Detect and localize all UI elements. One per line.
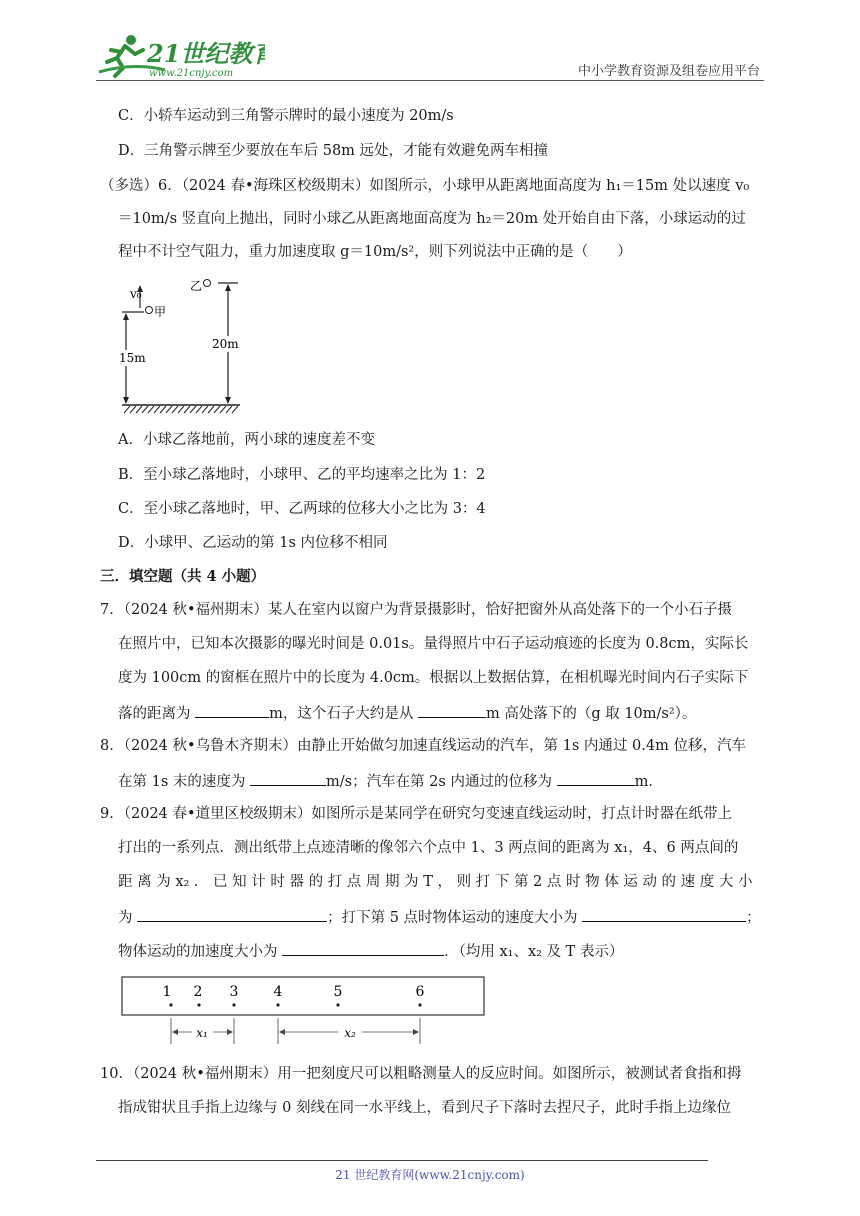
q7-line-4: 落的距离为 m，这个石子大约是从 m 高处落下的（g 取 10m/s²）。	[118, 702, 696, 724]
label-x2: x₂	[344, 1026, 356, 1040]
point-label: 1	[162, 984, 172, 1000]
label-yi: 乙	[190, 279, 203, 293]
tape-dot	[232, 1003, 235, 1006]
q6-option-b: B．至小球乙落地时，小球甲、乙的平均速率之比为 1：2	[118, 467, 486, 483]
q8-line-1: 8．（2024 秋•乌鲁木齐期末）由静止开始做匀加速直线运动的汽车，第 1s 内通过 0.4m 位移，汽车	[100, 738, 746, 754]
section-heading: 三．填空题（共 4 小题）	[100, 568, 266, 585]
q7-line-3: 度为 100cm 的窗框在照片中的长度为 4.0cm。根据以上数据估算，在相机曝光时间内石子实际下	[118, 670, 749, 686]
answer-blank[interactable]	[137, 906, 327, 922]
q9-line-5: 物体运动的加速度大小为 ．（均用 x₁、x₂ 及 T 表示）	[118, 940, 623, 962]
option-c-prev: C．小轿车运动到三角警示牌时的最小速度为 20m/s	[118, 108, 454, 124]
label-h1: 15m	[119, 351, 146, 365]
point-label: 2	[193, 984, 203, 1000]
runner-logo-icon	[95, 32, 265, 80]
logo	[95, 32, 265, 80]
answer-blank[interactable]	[195, 702, 269, 718]
label-v0: v₀	[130, 287, 142, 301]
ball-yi	[204, 280, 211, 287]
q9-line-3: 距 离 为 x₂ ． 已 知 计 时 器 的 打 点 周 期 为 T ， 则 打 下 第 2 点 时 物 体 运 动 的 速 度 大 小	[118, 874, 753, 890]
answer-blank[interactable]	[557, 770, 635, 786]
header-divider	[96, 80, 764, 81]
label-jia: 甲	[154, 305, 167, 319]
q8-line-2: 在第 1s 末的速度为 m/s；汽车在第 2s 内通过的位移为 m．	[118, 770, 663, 792]
tape-dot	[336, 1003, 339, 1006]
point-label: 3	[229, 984, 239, 1000]
point-label: 4	[273, 984, 283, 1000]
ball-jia	[146, 307, 153, 314]
q6-line-3: 程中不计空气阻力，重力加速度取 g＝10m/s²，则下列说法中正确的是（ ）	[118, 244, 632, 260]
header-platform-text: 中小学教育资源及组卷应用平台	[577, 64, 760, 79]
q7-line-1: 7．（2024 秋•福州期末）某人在室内以窗户为背景摄影时，恰好把窗外从高处落下的一个小石子摄	[100, 602, 733, 618]
footer-divider	[96, 1160, 708, 1161]
q9-line-1: 9．（2024 春•道里区校级期末）如图所示是某同学在研究匀变速直线运动时，打点计时器在纸带上	[100, 806, 733, 822]
answer-blank[interactable]	[282, 940, 444, 956]
point-label: 6	[415, 984, 425, 1000]
tape-dot	[276, 1003, 279, 1006]
figure-q6	[118, 272, 248, 417]
answer-blank[interactable]	[250, 770, 326, 786]
logo-text: 21世纪教育	[147, 39, 265, 68]
q10-line-1: 10．（2024 秋•福州期末）用一把刻度尺可以粗略测量人的反应时间。如图所示，被测试者食指和拇	[100, 1066, 742, 1082]
answer-blank[interactable]	[418, 702, 486, 718]
q6-option-c: C．至小球乙落地时，甲、乙两球的位移大小之比为 3：4	[118, 501, 486, 517]
paper-tape	[122, 977, 484, 1015]
tape-dot	[418, 1003, 421, 1006]
q7-line-2: 在照片中，已知本次摄影的曝光时间是 0.01s。量得照片中石子运动痕迹的长度为 0.8cm，实际长	[118, 636, 749, 652]
footer-text[interactable]: 21 世纪教育网(www.21cnjy.com)	[335, 1168, 525, 1182]
label-h2: 20m	[212, 337, 239, 351]
q6-option-d: D．小球甲、乙运动的第 1s 内位移不相同	[118, 535, 388, 551]
point-label: 5	[333, 984, 343, 1000]
answer-blank[interactable]	[582, 906, 746, 922]
q6-line-2: ＝10m/s 竖直向上抛出，同时小球乙从距离地面高度为 h₂＝20m 处开始自由下落，小球运动的过	[118, 211, 746, 227]
logo-url: www.21cnjy.com	[149, 68, 234, 79]
label-x1: x₁	[196, 1026, 208, 1040]
tape-dot	[169, 1003, 172, 1006]
tape-dot	[197, 1003, 200, 1006]
q6-line-1: （多选）6．（2024 春•海珠区校级期末）如图所示，小球甲从距离地面高度为 h₁＝15m 处以速度 v₀	[100, 178, 750, 194]
option-d-prev: D．三角警示牌至少要放在车后 58m 远处，才能有效避免两车相撞	[118, 143, 549, 159]
q6-option-a: A．小球乙落地前，两小球的速度差不变	[118, 432, 375, 448]
figure-q9-tape	[118, 974, 488, 1048]
q10-line-2: 指成钳状且手指上边缘与 0 刻线在同一水平线上，看到尺子下落时去捏尺子，此时手指上边缘位	[118, 1100, 731, 1116]
q9-line-4: 为 ；打下第 5 点时物体运动的速度大小为 ；	[118, 906, 761, 928]
q9-line-2: 打出的一系列点．测出纸带上点迹清晰的像邻六个点中 1、3 两点间的距离为 x₁，4、6 两点间的	[118, 840, 739, 856]
